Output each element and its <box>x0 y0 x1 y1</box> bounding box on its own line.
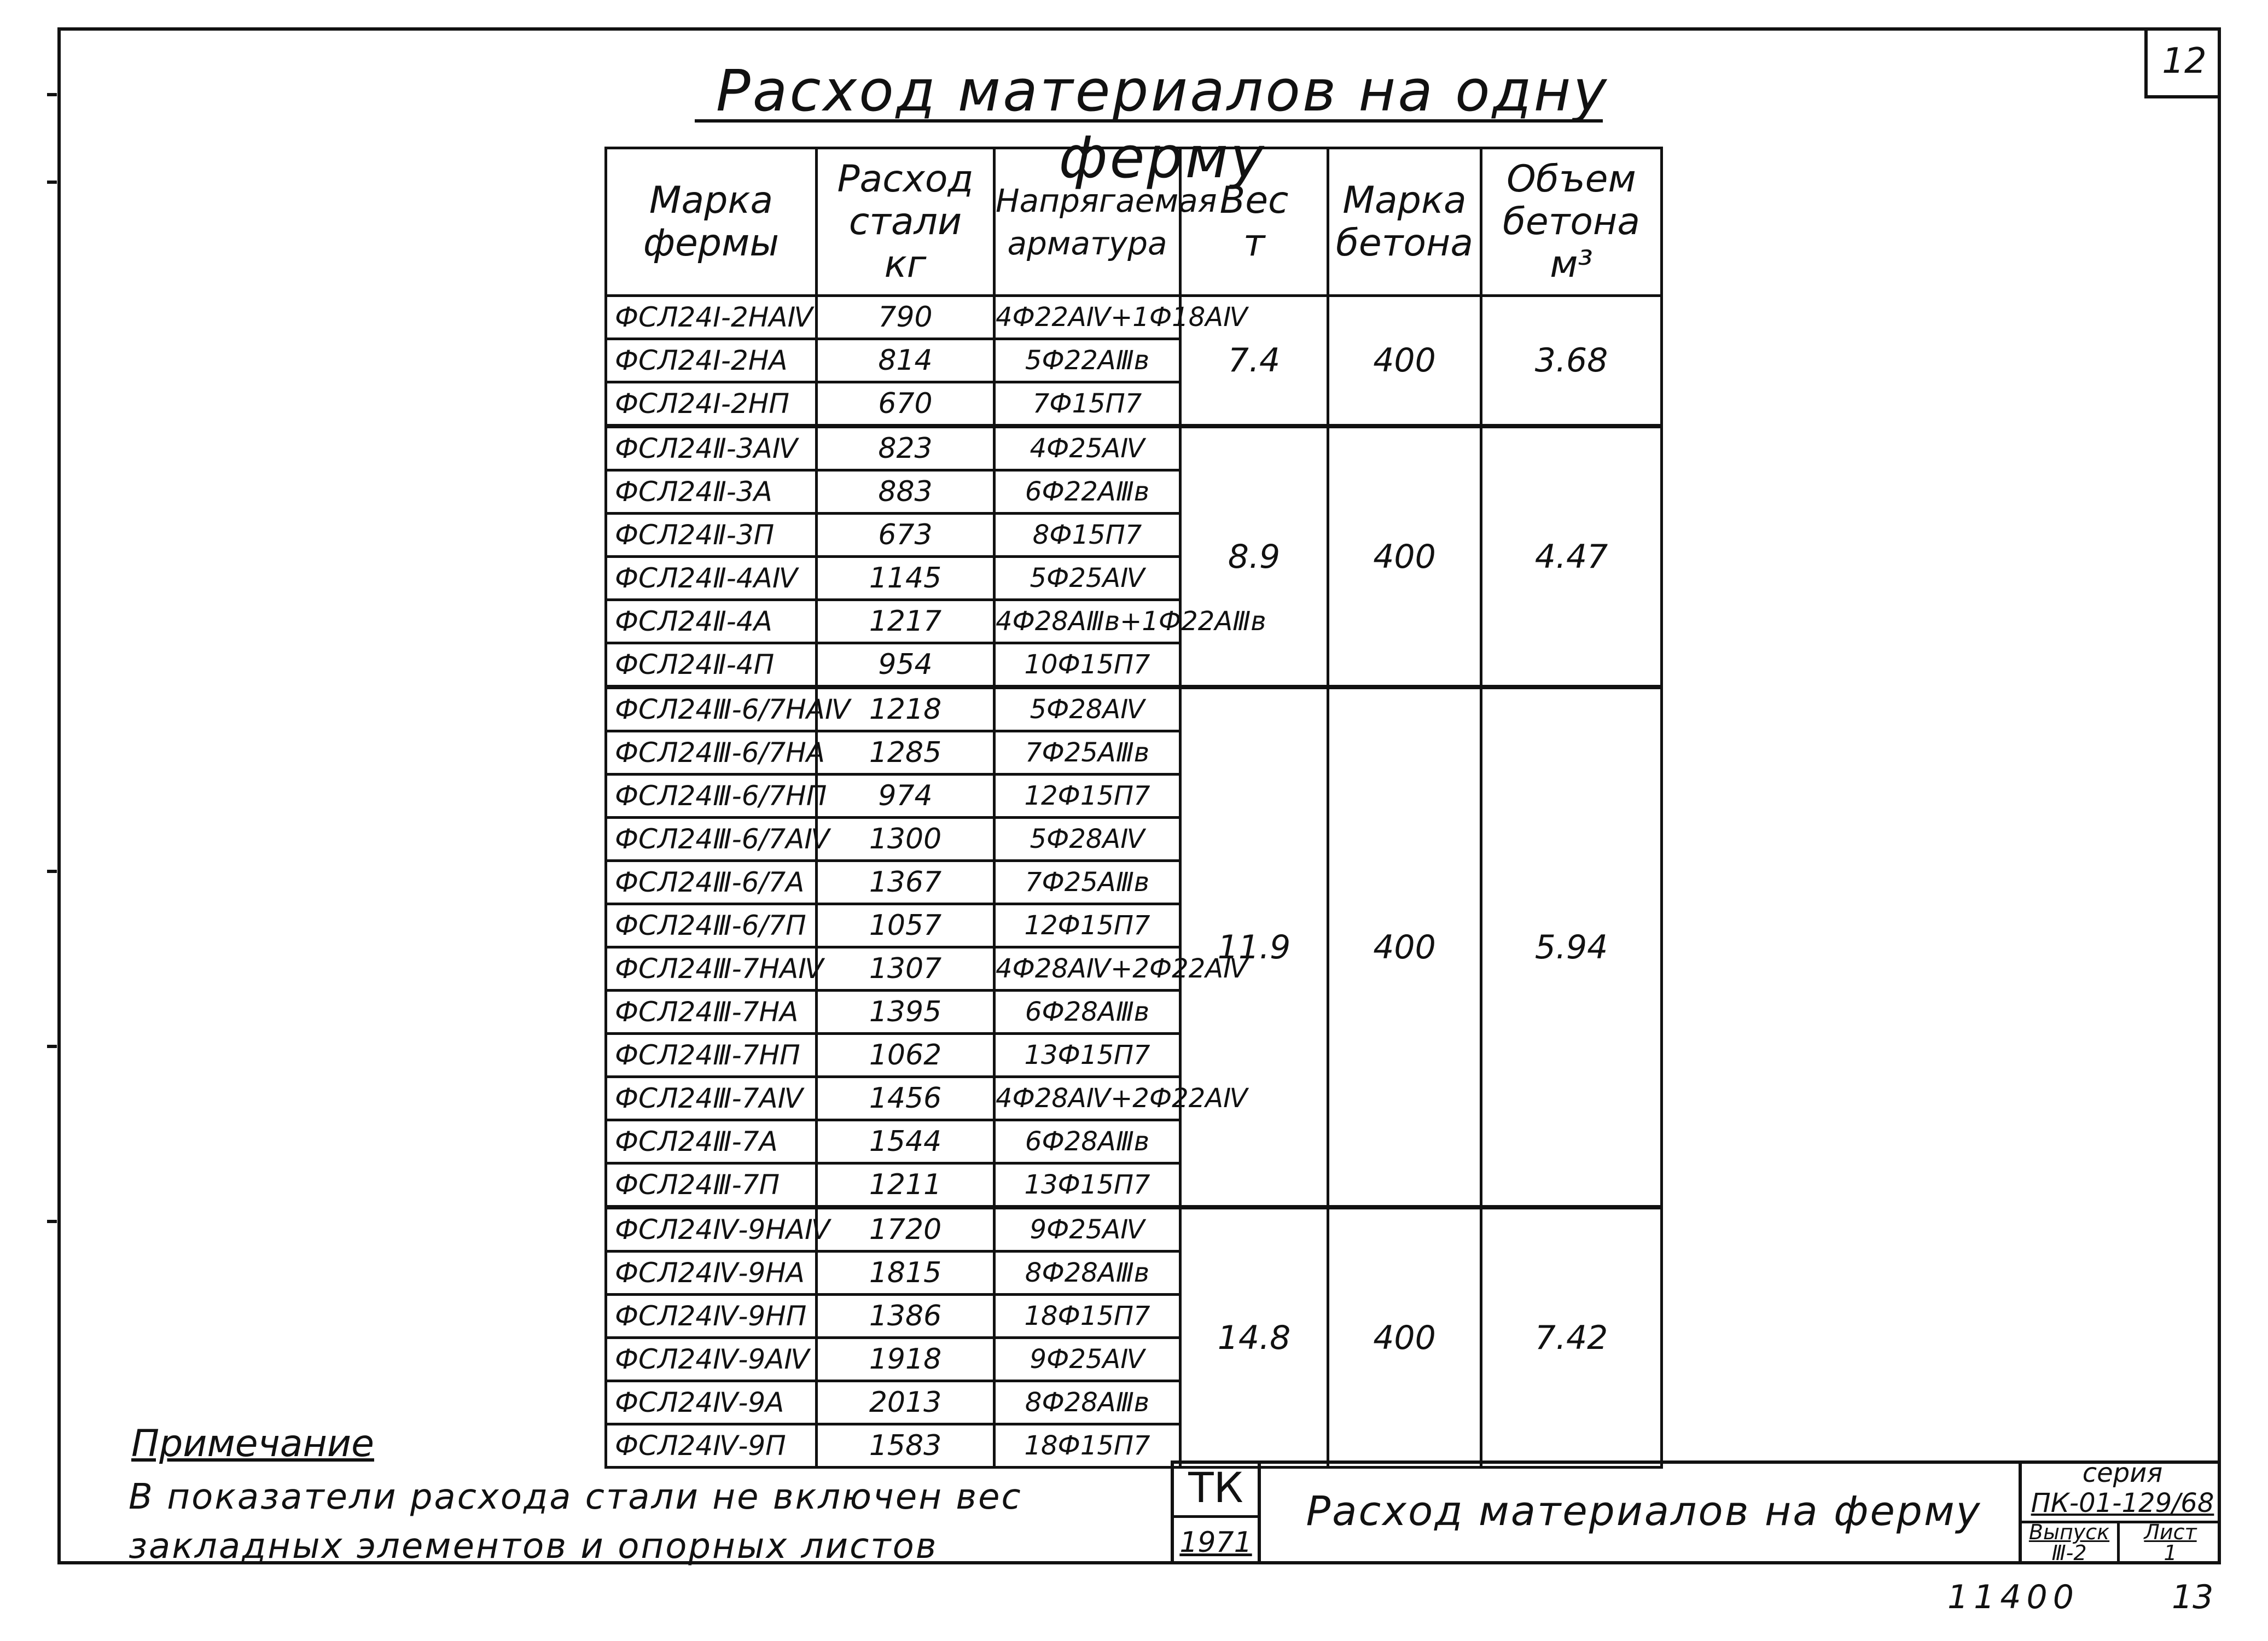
cell-concrete-volume: 5.94 <box>1481 687 1662 1207</box>
cell-rebar: 6Ф28АⅢв <box>995 991 1180 1034</box>
cell-steel: 2013 <box>817 1381 995 1424</box>
note-line: В показатели расхода стали не включен вес <box>129 1477 1022 1517</box>
stamp-title: Расход материалов на ферму <box>1306 1488 1982 1535</box>
cell-steel: 1815 <box>817 1252 995 1295</box>
cell-rebar: 4Ф22АⅣ+1Ф18АⅣ <box>995 296 1180 339</box>
cell-steel: 1145 <box>817 557 995 600</box>
cell-rebar: 8Ф15П7 <box>995 514 1180 557</box>
cell-steel: 823 <box>817 426 995 470</box>
cell-rebar: 6Ф28АⅢв <box>995 1120 1180 1163</box>
cell-steel: 1367 <box>817 861 995 904</box>
cell-rebar: 13Ф15П7 <box>995 1034 1180 1077</box>
table-row <box>606 687 1662 731</box>
cell-rebar: 12Ф15П7 <box>995 775 1180 818</box>
org-code: ТК <box>1171 1463 1261 1518</box>
cell-steel: 1544 <box>817 1120 995 1163</box>
cell-steel: 1217 <box>817 600 995 643</box>
materials-table <box>604 147 1663 1469</box>
cell-mark: ФСЛ24Ⅱ-3А <box>606 470 817 514</box>
page-title: Расход материалов на одну ферму <box>716 57 1609 191</box>
cell-mark: ФСЛ24Ⅱ-4А <box>606 600 817 643</box>
cell-mark: ФСЛ24Ⅲ-7АⅣ <box>606 1077 817 1120</box>
cell-steel: 1583 <box>817 1424 995 1468</box>
cell-rebar: 9Ф25АⅣ <box>995 1207 1180 1252</box>
cell-steel: 1307 <box>817 947 995 991</box>
stamp-year: 1971 <box>1179 1526 1252 1559</box>
note-line: закладных элементов и опорных листов <box>129 1526 938 1567</box>
cell-mark: ФСЛ24Ⅱ-3АⅣ <box>606 426 817 470</box>
header-rebar: Напрягаемая арматура <box>995 148 1180 296</box>
header-weight: Вес т <box>1180 148 1328 296</box>
cell-rebar: 4Ф28АⅣ+2Ф22АⅣ <box>995 1077 1180 1120</box>
cell-mark: ФСЛ24Ⅲ-6/7А <box>606 861 817 904</box>
note-heading: Примечание <box>131 1422 374 1465</box>
issue-label: Выпуск <box>2028 1520 2110 1544</box>
sheet-value: 1 <box>2164 1541 2177 1565</box>
header-concrete-volume: Объем бетона м³ <box>1481 148 1662 296</box>
cell-rebar: 5Ф28АⅣ <box>995 818 1180 861</box>
bottom-page: 13 <box>2172 1578 2214 1616</box>
cell-rebar: 7Ф25АⅢв <box>995 731 1180 775</box>
cell-mark: ФСЛ24Ⅲ-7А <box>606 1120 817 1163</box>
cell-steel: 954 <box>817 643 995 688</box>
cell-mark: ФСЛ24Ⅲ-7П <box>606 1163 817 1208</box>
table-row <box>606 426 1662 470</box>
sheet-label: Лист <box>2144 1520 2197 1544</box>
header-mark: Марка фермы <box>606 148 817 296</box>
header-steel: Расход стали кг <box>817 148 995 296</box>
table-row <box>606 296 1662 339</box>
cell-mark: ФСЛ24Ⅳ-9НАⅣ <box>606 1207 817 1252</box>
table-body <box>606 296 1662 1468</box>
cell-mark: ФСЛ24Ⅰ-2НА <box>606 339 817 382</box>
cell-rebar: 4Ф28АⅣ+2Ф22АⅣ <box>995 947 1180 991</box>
cell-steel: 1211 <box>817 1163 995 1208</box>
cell-mark: ФСЛ24Ⅳ-9П <box>606 1424 817 1468</box>
cell-steel: 673 <box>817 514 995 557</box>
cell-rebar: 18Ф15П7 <box>995 1424 1180 1468</box>
cell-mark: ФСЛ24Ⅰ-2НП <box>606 382 817 427</box>
margin-tick <box>47 181 57 184</box>
cell-concrete-grade: 400 <box>1328 296 1481 427</box>
cell-rebar: 12Ф15П7 <box>995 904 1180 947</box>
series-value: ПК-01-129/68 <box>2031 1488 2214 1518</box>
cell-weight: 7.4 <box>1180 296 1328 427</box>
cell-mark: ФСЛ24Ⅲ-6/7НП <box>606 775 817 818</box>
cell-mark: ФСЛ24Ⅳ-9АⅣ <box>606 1338 817 1381</box>
cell-steel: 790 <box>817 296 995 339</box>
sheet-cell <box>2120 1522 2221 1563</box>
cell-concrete-grade: 400 <box>1328 687 1481 1207</box>
cell-rebar: 6Ф22АⅢв <box>995 470 1180 514</box>
table-row <box>606 1207 1662 1252</box>
cell-steel: 670 <box>817 382 995 427</box>
cell-steel: 974 <box>817 775 995 818</box>
cell-mark: ФСЛ24Ⅲ-6/7НА <box>606 731 817 775</box>
cell-mark: ФСЛ24Ⅲ-6/7П <box>606 904 817 947</box>
cell-mark: ФСЛ24Ⅳ-9НА <box>606 1252 817 1295</box>
series-label: серия <box>2082 1458 2163 1488</box>
cell-rebar: 5Ф28АⅣ <box>995 687 1180 731</box>
cell-steel: 814 <box>817 339 995 382</box>
cell-concrete-grade: 400 <box>1328 426 1481 687</box>
cell-steel: 1918 <box>817 1338 995 1381</box>
cell-steel: 1386 <box>817 1295 995 1338</box>
cell-steel: 883 <box>817 470 995 514</box>
cell-rebar: 13Ф15П7 <box>995 1163 1180 1208</box>
cell-steel: 1057 <box>817 904 995 947</box>
cell-mark: ФСЛ24Ⅳ-9НП <box>606 1295 817 1338</box>
cell-mark: ФСЛ24Ⅲ-7НА <box>606 991 817 1034</box>
cell-mark: ФСЛ24Ⅲ-7НП <box>606 1034 817 1077</box>
cell-weight: 8.9 <box>1180 426 1328 687</box>
margin-tick <box>47 1045 57 1048</box>
cell-steel: 1395 <box>817 991 995 1034</box>
cell-steel: 1285 <box>817 731 995 775</box>
cell-steel: 1062 <box>817 1034 995 1077</box>
cell-concrete-volume: 4.47 <box>1481 426 1662 687</box>
cell-mark: ФСЛ24Ⅰ-2НАⅣ <box>606 296 817 339</box>
cell-mark: ФСЛ24Ⅳ-9А <box>606 1381 817 1424</box>
cell-rebar: 9Ф25АⅣ <box>995 1338 1180 1381</box>
cell-mark: ФСЛ24Ⅲ-6/7АⅣ <box>606 818 817 861</box>
cell-concrete-grade: 400 <box>1328 1207 1481 1468</box>
cell-rebar: 7Ф25АⅢв <box>995 861 1180 904</box>
cell-concrete-volume: 7.42 <box>1481 1207 1662 1468</box>
cell-rebar: 8Ф28АⅢв <box>995 1252 1180 1295</box>
cell-steel: 1300 <box>817 818 995 861</box>
cell-steel: 1218 <box>817 687 995 731</box>
issue-value: Ⅲ-2 <box>2051 1541 2087 1565</box>
table-header-row <box>606 148 1662 296</box>
cell-mark: ФСЛ24Ⅲ-6/7НАⅣ <box>606 687 817 731</box>
cell-rebar: 8Ф28АⅢв <box>995 1381 1180 1424</box>
cell-mark: ФСЛ24Ⅲ-7НАⅣ <box>606 947 817 991</box>
cell-mark: ФСЛ24Ⅱ-3П <box>606 514 817 557</box>
cell-weight: 14.8 <box>1180 1207 1328 1468</box>
sheet-number: 12 <box>2144 27 2221 98</box>
margin-tick <box>47 870 57 873</box>
cell-rebar: 4Ф25АⅣ <box>995 426 1180 470</box>
margin-tick <box>47 1220 57 1223</box>
cell-concrete-volume: 3.68 <box>1481 296 1662 427</box>
bottom-code: 11400 <box>1947 1578 2079 1616</box>
margin-tick <box>47 93 57 96</box>
header-concrete-grade: Марка бетона <box>1328 148 1481 296</box>
cell-rebar: 7Ф15П7 <box>995 382 1180 427</box>
cell-rebar: 5Ф25АⅣ <box>995 557 1180 600</box>
cell-mark: ФСЛ24Ⅱ-4АⅣ <box>606 557 817 600</box>
cell-rebar: 4Ф28АⅢв+1Ф22АⅢв <box>995 600 1180 643</box>
cell-weight: 11.9 <box>1180 687 1328 1207</box>
cell-rebar: 5Ф22АⅢв <box>995 339 1180 382</box>
title-underline <box>695 119 1603 123</box>
cell-steel: 1720 <box>817 1207 995 1252</box>
cell-rebar: 10Ф15П7 <box>995 643 1180 688</box>
cell-mark: ФСЛ24Ⅱ-4П <box>606 643 817 688</box>
cell-rebar: 18Ф15П7 <box>995 1295 1180 1338</box>
issue-cell <box>2021 1522 2117 1563</box>
cell-steel: 1456 <box>817 1077 995 1120</box>
